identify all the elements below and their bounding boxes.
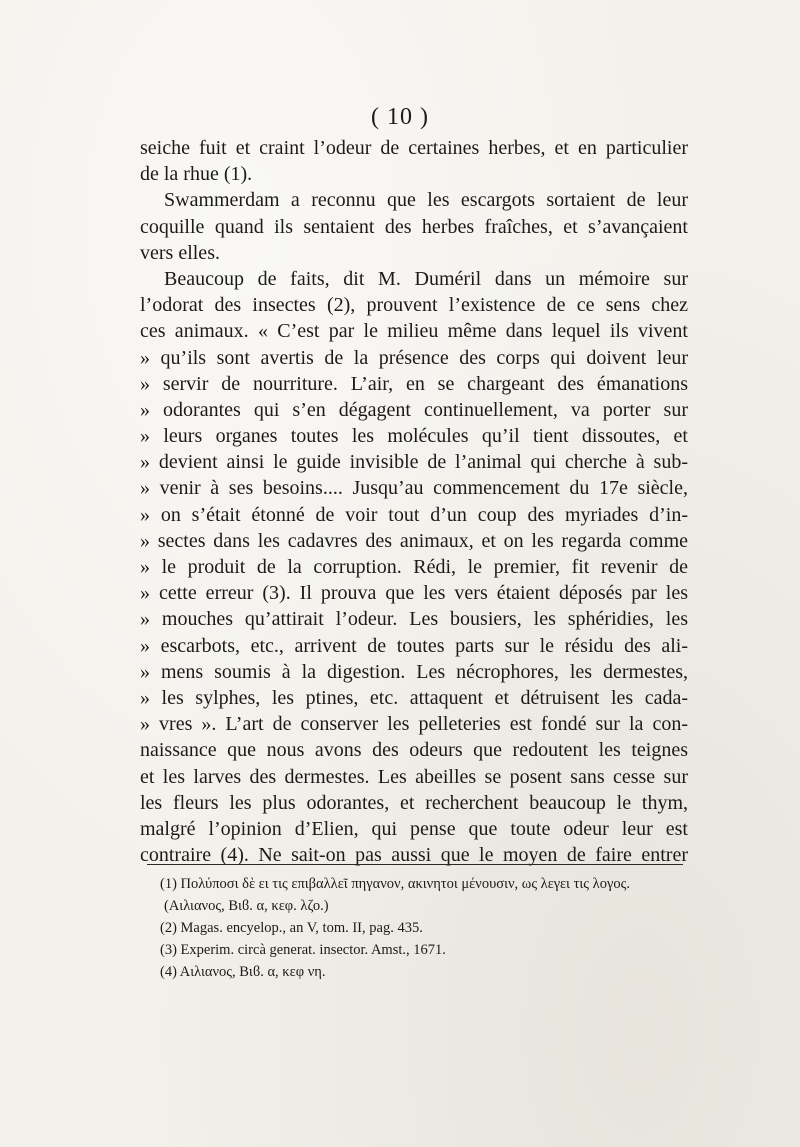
page-number: ( 10 ) [371,104,429,130]
footnote: (1) Πολύποσι δὲ ει τις επιβαλλεῖ πηγανον, ακινητοι μένουσιν, ως λεγει τις λογος. [160,876,630,892]
text-line: seiche fuit et craint l’odeur de certaines herbes, et en particulier [140,137,688,159]
text-line: » leurs organes toutes les molécules qu’il tient dissoutes, et [140,425,688,448]
text-line: » le produit de la corruption. Rédi, le premier, fit revenir de [140,556,688,578]
text-line: vers elles. [140,241,220,264]
text-line: Swammerdam a reconnu que les escargots sortaient de leur [164,189,688,212]
footnotes [160,873,700,983]
text-line: » mens soumis à la digestion. Les nécrophores, les dermestes, [140,660,688,683]
footnote: (4) Αιλιανος, Βιϐ. α, κεφ νη. [160,964,326,980]
text-line: » odorantes qui s’en dégagent continuellement, va porter sur [140,398,688,421]
footnote-divider [147,864,683,865]
text-line: » qu’ils sont avertis de la présence des corps qui doivent leur [140,346,688,369]
text-line: et les larves des dermestes. Les abeilles se posent sans cesse sur [140,765,688,788]
text-line: » sectes dans les cadavres des animaux, et on les regarda comme [140,529,688,552]
text-line: » les sylphes, les ptines, etc. attaquent et détruisent les cada- [140,686,688,709]
footnote: (3) Experim. circà generat. insector. Amst., 1671. [160,942,446,958]
text-line: ces animaux. « C’est par le milieu même dans lequel ils vivent [140,320,688,343]
text-line: malgré l’opinion d’Elien, qui pense que toute odeur leur est [140,817,688,840]
text-line: de la rhue (1). [140,163,253,186]
text-line: Beaucoup de faits, dit M. Duméril dans un mémoire sur [164,267,688,290]
text-line: » escarbots, etc., arrivent de toutes parts sur le résidu des ali- [140,634,688,657]
body-text [140,135,688,868]
text-line: » devient ainsi le guide invisible de l’animal qui cherche à sub- [140,451,688,474]
text-line: » cette erreur (3). Il prouva que les vers étaient déposés par les [140,582,688,605]
text-line: naissance que nous avons des odeurs que redoutent les teignes [140,739,688,762]
text-line: » venir à ses besoins.... Jusqu’au commencement du 17e siècle, [140,477,688,500]
text-line: contraire (4). Ne sait-on pas aussi que le moyen de faire entrer [140,844,688,867]
footnote: (2) Magas. encyelop., an V, tom. II, pag. 435. [160,920,423,936]
footnote-continuation: (Αιλιανος, Βιϐ. α, κεφ. λζο.) [164,898,329,914]
text-line: l’odorat des insectes (2), prouvent l’existence de ce sens chez [140,294,688,317]
text-line: » mouches qu’attirait l’odeur. Les bousiers, les sphéridies, les [140,608,688,631]
text-line: coquille quand ils sentaient des herbes fraîches, et s’avançaient [140,215,688,238]
text-line: » on s’était étonné de voir tout d’un coup des myriades d’in- [140,503,688,526]
text-line: les fleurs les plus odorantes, et recherchent beaucoup le thym, [140,791,688,814]
text-line: » servir de nourriture. L’air, en se chargeant des émanations [140,372,688,395]
text-line: » vres ». L’art de conserver les pelleteries est fondé sur la con- [140,713,688,736]
